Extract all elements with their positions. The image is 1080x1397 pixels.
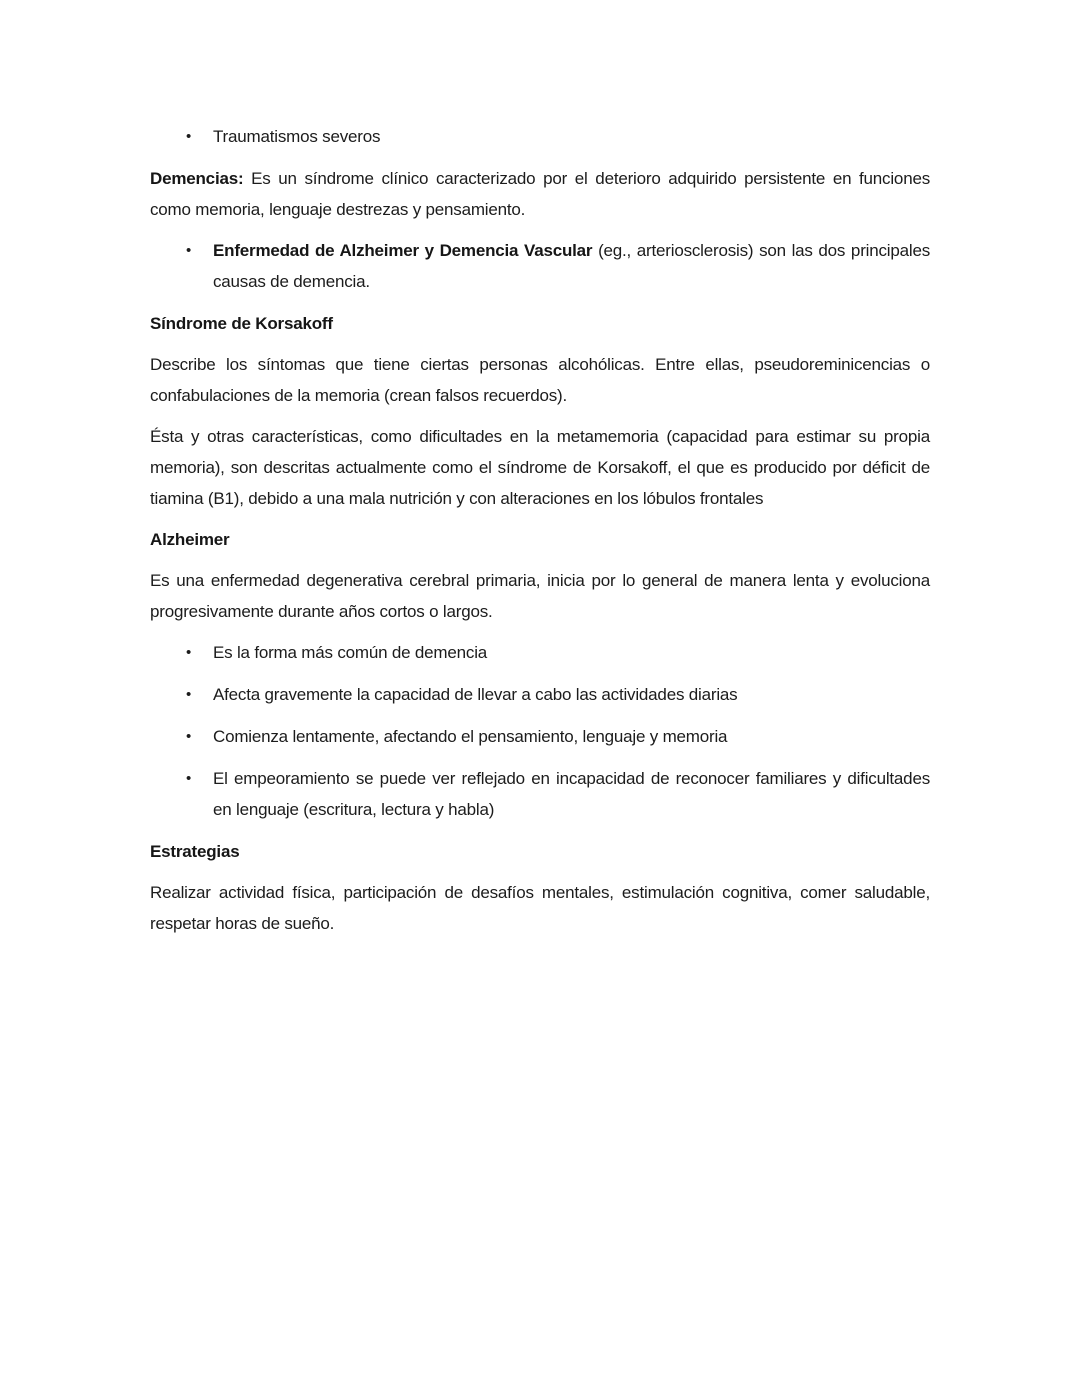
paragraph-demencias [150,163,930,225]
list-item-text: Es la forma más común de demencia [213,643,488,662]
list-item-enfermedad [150,235,930,297]
list-item-text: Comienza lentamente, afectando el pensamiento, lenguaje y memoria [213,727,728,746]
list-item-text: Traumatismos severos [213,127,381,146]
heading-sindrome-korsakoff: Síndrome de Korsakoff [150,314,333,333]
list-item-rest: (eg., arteriosclerosis) son las dos principales causas de demencia. [213,241,931,291]
bullet-dot: • [186,128,192,145]
list-item-alzheimer-2 [150,679,930,710]
heading-estrategias: Estrategias [150,842,240,861]
paragraph-estrategias: Realizar actividad física, participación de desafíos mentales, estimulación cognitiva, comer saludable, respetar horas de sueño. [150,883,930,933]
paragraph-korsakoff-2: Ésta y otras características, como dificultades en la metamemoria (capacidad para estimar su propia memoria), son descritas actualmente como el síndrome de Korsakoff, el que es producido por déficit de tiamina (B1), debido a una mala nutrición y con alteraciones en los lóbulos frontales [150,427,930,508]
bullet-dot: • [186,728,192,745]
bullet-dot: • [186,686,192,703]
list-item-traumatismos [150,121,930,152]
paragraph-text: Es un síndrome clínico caracterizado por el deterioro adquirido persistente en funciones como memoria, lenguaje destrezas y pensamiento. [150,169,930,219]
list-item-text: El empeoramiento se puede ver reflejado en incapacidad de reconocer familiares y dificultades en lenguaje (escritura, lectura y habla) [213,769,930,819]
list-item-alzheimer-1 [150,637,930,668]
heading-alzheimer: Alzheimer [150,530,230,549]
list-item-alzheimer-4 [150,763,930,825]
list-item-text: Afecta gravemente la capacidad de llevar a cabo las actividades diarias [213,685,738,704]
document-body [150,121,930,939]
paragraph-korsakoff-1: Describe los síntomas que tiene ciertas personas alcohólicas. Entre ellas, pseudoreminicencias o confabulaciones de la memoria (crean falsos recuerdos). [150,355,930,405]
paragraph-lead-bold: Demencias: [150,169,244,188]
paragraph-alzheimer-intro: Es una enfermedad degenerativa cerebral primaria, inicia por lo general de manera lenta y evoluciona progresivamente durante años cortos o largos. [150,571,930,621]
bullet-dot: • [186,644,192,661]
bullet-dot: • [186,770,192,787]
bullet-dot: • [186,242,192,259]
list-item-lead-bold: Enfermedad de Alzheimer y Demencia Vascular [213,241,593,260]
list-item-alzheimer-3 [150,721,930,752]
list-item-text [213,235,930,297]
